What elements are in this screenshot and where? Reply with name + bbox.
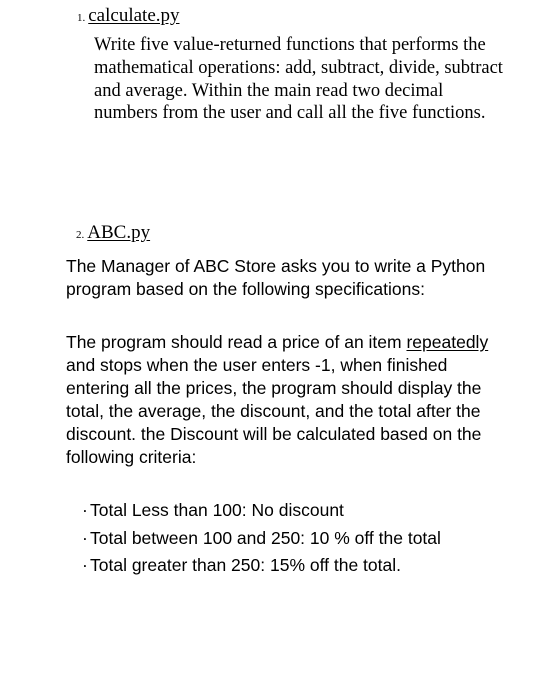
item-1-description: Write five value-returned functions that performs the mathematical operations: add, subtract, divide, subtract and average. Within the main read two decimal numbers from the user and call all the five functions. xyxy=(94,35,503,124)
criteria-text: Total greater than 250: 15% off the total. xyxy=(90,555,402,575)
criteria-text: Total Less than 100: No discount xyxy=(90,500,344,520)
item-2-heading xyxy=(76,222,150,244)
criteria-item xyxy=(82,552,441,580)
item-2-specification xyxy=(66,331,506,468)
item-1-heading xyxy=(77,5,180,27)
criteria-item xyxy=(82,525,441,553)
spec-text-start: The program should read a price of an item xyxy=(66,332,407,352)
spec-underlined-word: repeatedly xyxy=(406,332,489,352)
item-2-filename: ABC.py xyxy=(87,222,151,243)
bullet-icon: · xyxy=(82,527,88,548)
item-1-number: 1. xyxy=(77,12,86,24)
item-2-intro: The Manager of ABC Store asks you to write a Python program based on the following specifications: xyxy=(66,256,486,299)
discount-criteria-list xyxy=(82,497,441,580)
criteria-item xyxy=(82,497,441,525)
bullet-icon: · xyxy=(82,555,88,575)
bullet-icon: · xyxy=(82,500,88,520)
item-1-filename: calculate.py xyxy=(88,5,180,26)
criteria-text: Total between 100 and 250: 10 % off the total xyxy=(90,527,441,548)
spec-text-end: and stops when the user enters -1, when finished entering all the prices, the program should display the total, the average, the discount, and the total after the discount. the Discount will be calculated based on the following criteria: xyxy=(66,354,482,467)
item-2-number: 2. xyxy=(76,229,85,241)
